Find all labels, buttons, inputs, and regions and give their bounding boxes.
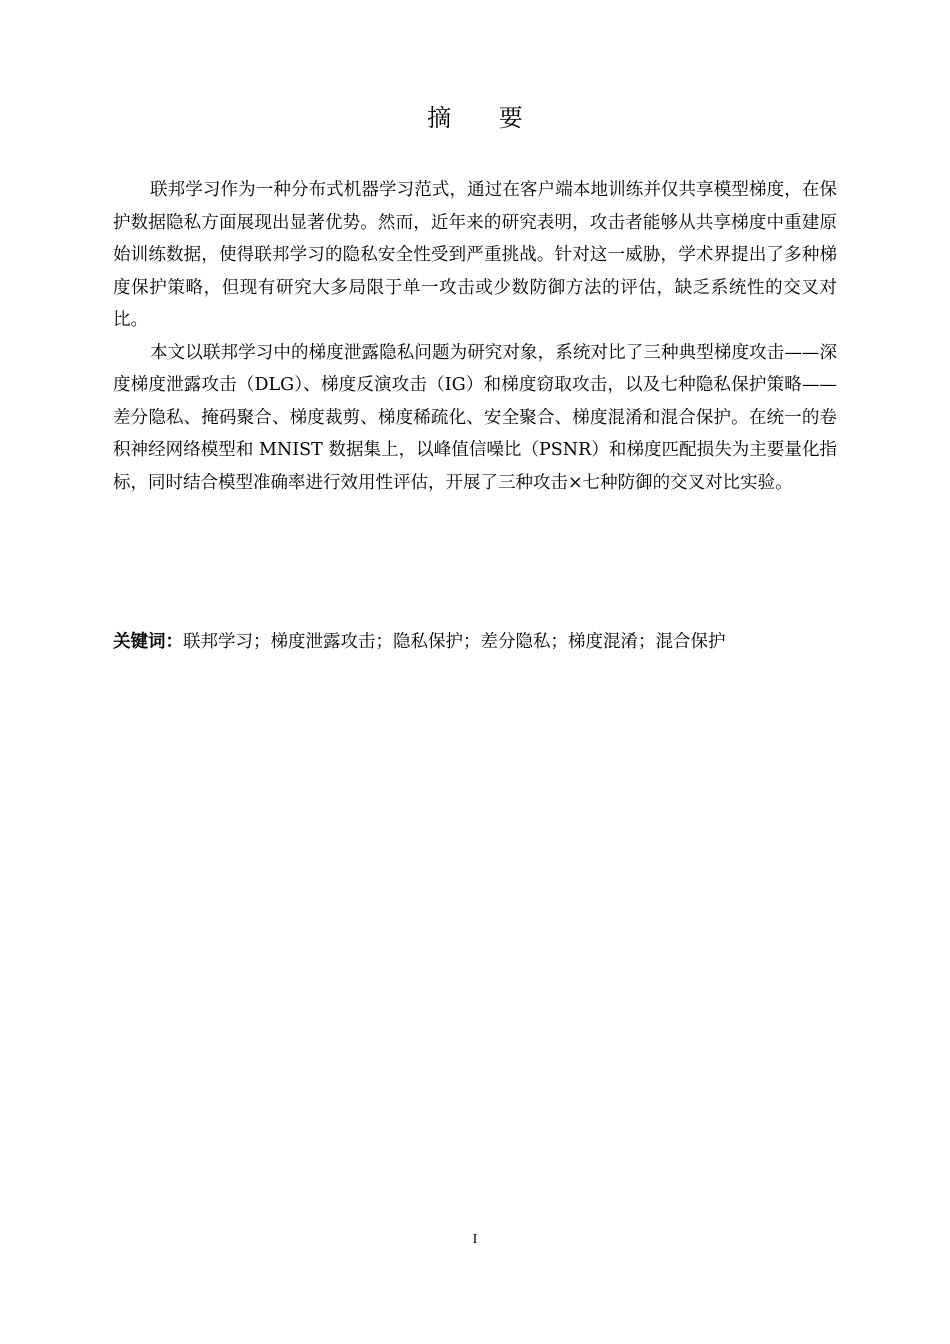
abstract-title: 摘 要 — [427, 104, 543, 132]
abstract-paragraph-1: 联邦学习作为一种分布式机器学习范式，通过在客户端本地训练并仅共享模型梯度，在保护数据隐私方面展现出显著优势。然而，近年来的研究表明，攻击者能够从共享梯度中重建原始训练数据，使得联邦学习的隐私安全性受到严重挑战。针对这一威胁，学术界提出了多种梯度保护策略，但现有研究大多局限于单一攻击或少数防御方法的评估，缺乏系统性的交叉对比。 — [113, 180, 837, 330]
keywords-list: 联邦学习；梯度泄露攻击；隐私保护；差分隐私；梯度混淆；混合保护 — [183, 632, 726, 652]
page-number: I — [472, 1232, 478, 1247]
keywords-label: 关键词： — [113, 632, 183, 652]
abstract-paragraph-2: 本文以联邦学习中的梯度泄露隐私问题为研究对象，系统对比了三种典型梯度攻击——深度梯度泄露攻击（DLG）、梯度反演攻击（IG）和梯度窃取攻击，以及七种隐私保护策略——差分隐私、掩码聚合、梯度裁剪、梯度稀疏化、安全聚合、梯度混淆和混合保护。在统一的卷积神经网络模型和 MNIST 数据集上，以峰值信噪比（PSNR）和梯度匹配损失为主要量化指标，同时结合模型准确率进行效用性评估，开展了三种攻击×七种防御的交叉对比实验。 — [113, 342, 837, 493]
keywords-line — [113, 628, 837, 656]
abstract-body — [113, 174, 837, 499]
